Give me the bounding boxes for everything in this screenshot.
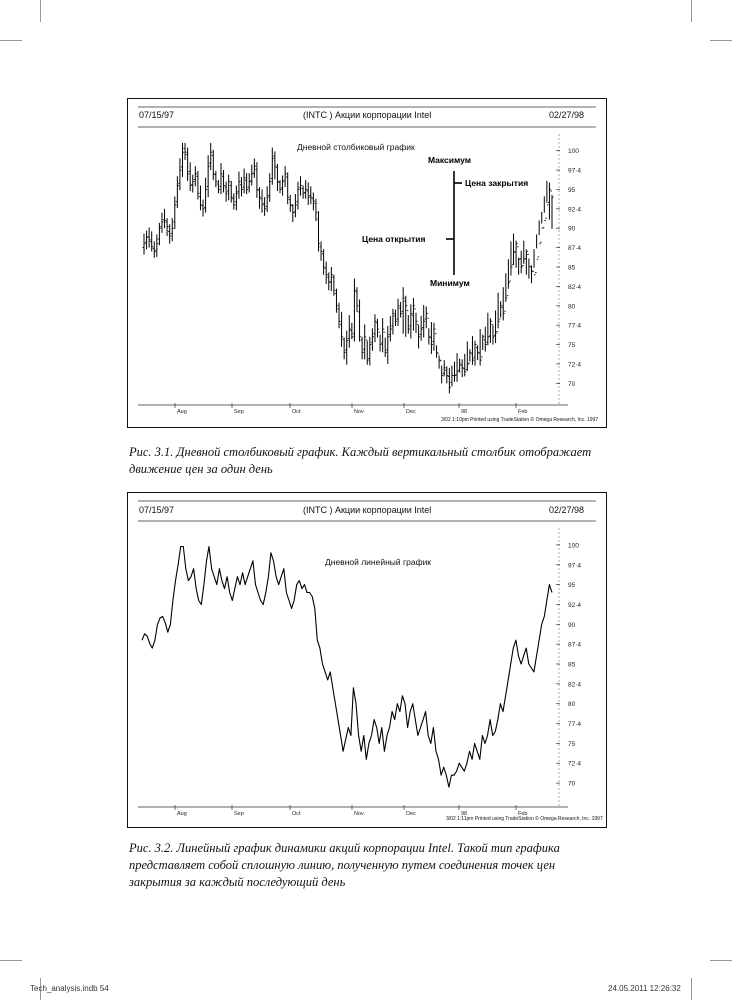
y-tick-label: 95: [568, 186, 576, 194]
x-tick-label: 98: [461, 409, 468, 415]
figure-2-start-date: 07/15/97: [139, 505, 175, 515]
legend-open-label: Цена открытия: [362, 234, 426, 244]
x-tick-label: Feb: [518, 409, 528, 415]
y-tick-label: 85: [568, 661, 576, 669]
y-tick-label: 77·4: [568, 721, 582, 729]
y-tick-label: 75: [568, 342, 576, 350]
y-tick-label: 70: [568, 380, 576, 388]
figure-2-credit: 3/02 1:11pm Printed using TradeStation © Omega Research, Inc. 1997: [446, 816, 603, 822]
x-tick-label: 98: [461, 811, 468, 817]
x-tick-label: Oct: [292, 811, 301, 817]
y-tick-label: 92·4: [568, 206, 582, 214]
y-tick-label: 90: [568, 621, 576, 629]
figure-1-caption: Рис. 3.1. Дневной столбиковый график. Каждый вертикальный столбик отображает движение цен за один день: [129, 445, 592, 476]
x-tick-label: Dec: [406, 409, 416, 415]
figure-2-end-date: 02/27/98: [549, 505, 585, 515]
x-tick-label: Nov: [354, 409, 364, 415]
x-tick-label: Feb: [518, 811, 528, 817]
y-tick-label: 87·4: [568, 245, 582, 253]
y-tick-label: 100: [568, 148, 579, 156]
y-tick-label: 80: [568, 701, 576, 709]
figure-1-start-date: 07/15/97: [139, 110, 175, 120]
x-tick-label: Dec: [406, 811, 416, 817]
crop-mark: [691, 978, 692, 1000]
bar-chart: [128, 99, 605, 426]
crop-mark: [691, 0, 692, 22]
y-tick-label: 72·4: [568, 760, 582, 768]
y-tick-label: 87·4: [568, 641, 582, 649]
legend-max-label: Максимум: [428, 155, 472, 165]
x-tick-label: Oct: [292, 409, 301, 415]
y-tick-label: 77·4: [568, 322, 582, 330]
figure-1-header: (INTC ) Акции корпорации Intel: [303, 110, 432, 120]
figure-2-frame: [127, 492, 607, 828]
crop-mark: [710, 40, 732, 41]
y-tick-label: 82·4: [568, 283, 582, 291]
footer-file-info: Tech_analysis.indb 54: [30, 984, 109, 993]
y-tick-label: 97·4: [568, 562, 582, 570]
x-tick-label: Aug: [177, 409, 187, 415]
line-chart: [128, 493, 605, 826]
y-tick-label: 85: [568, 264, 576, 272]
x-tick-label: Sep: [234, 811, 244, 817]
y-tick-label: 97·4: [568, 167, 582, 175]
crop-mark: [40, 0, 41, 22]
x-tick-label: Aug: [177, 811, 187, 817]
x-tick-label: Nov: [354, 811, 364, 817]
figure-1-frame: [127, 98, 607, 428]
y-tick-label: 72·4: [568, 361, 582, 369]
y-tick-label: 80: [568, 303, 576, 311]
y-tick-label: 100: [568, 542, 579, 550]
figure-1-end-date: 02/27/98: [549, 110, 585, 120]
y-tick-label: 92·4: [568, 601, 582, 609]
legend-min-label: Минимум: [430, 278, 470, 288]
y-tick-label: 82·4: [568, 681, 582, 689]
close-price-line: [142, 547, 552, 788]
figure-2-subtitle: Дневной линейный график: [325, 557, 432, 567]
y-tick-label: 75: [568, 740, 576, 748]
figure-2-header: (INTC ) Акции корпорации Intel: [303, 505, 432, 515]
y-tick-label: 90: [568, 225, 576, 233]
figure-1-credit: 3/02 1:10pm Printed using TradeStation © Omega Research, Inc. 1997: [441, 417, 599, 423]
figure-1-subtitle: Дневной столбиковый график: [297, 142, 415, 152]
legend-close-label: Цена закрытия: [465, 178, 529, 188]
y-tick-label: 95: [568, 582, 576, 590]
y-tick-label: 70: [568, 780, 576, 788]
crop-mark: [0, 960, 22, 961]
figure-2-caption: Рис. 3.2. Линейный график динамики акций корпорации Intel. Такой тип графика представляет собой сплошную линию, полученную путем соединения точек цен закрытия за каждый последующий день: [129, 841, 560, 889]
crop-mark: [710, 960, 732, 961]
crop-mark: [0, 40, 22, 41]
x-tick-label: Sep: [234, 409, 244, 415]
footer-timestamp: 24.05.2011 12:26:32: [608, 984, 681, 993]
